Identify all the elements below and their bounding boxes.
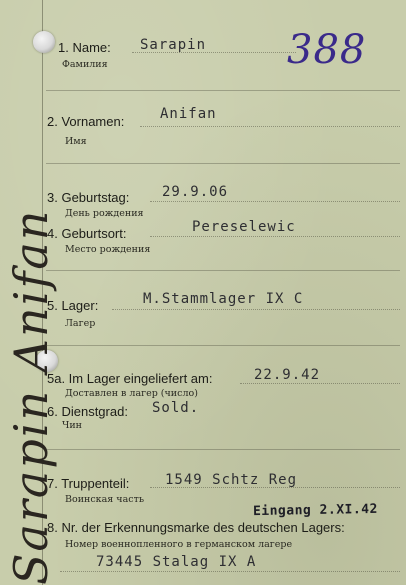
eingeliefert-sub: Доставлен в лагер (число)	[65, 388, 198, 399]
erkennungsmarke-label: 8. Nr. der Erkennungsmarke des deutschen Lagers:	[47, 520, 345, 535]
geburtsort-sub: Место рождения	[65, 244, 151, 255]
truppenteil-rule	[150, 487, 400, 488]
geburtstag-rule	[150, 201, 400, 202]
dienstgrad-label: 6. Dienstgrad:	[47, 404, 128, 419]
eingeliefert-rule	[240, 383, 400, 384]
vorname-value: Anifan	[160, 106, 217, 122]
card-number: 388	[287, 27, 367, 73]
geburtsort-label: 4. Geburtsort:	[47, 226, 127, 241]
dienstgrad-sub: Чин	[62, 420, 83, 431]
truppenteil-label: 7. Truppenteil:	[47, 476, 130, 491]
geburtstag-value: 29.9.06	[162, 184, 229, 200]
divider-4	[46, 345, 400, 346]
lager-value: M.Stammlager IX C	[143, 291, 304, 307]
name-rule	[132, 52, 296, 53]
divider-3	[46, 270, 400, 271]
vorname-rule	[140, 126, 400, 127]
erkennungsmarke-rule	[60, 571, 400, 572]
divider-5	[46, 449, 400, 450]
name-sub: Фамилия	[62, 59, 108, 70]
lager-label: 5. Lager:	[47, 298, 99, 313]
geburtsort-rule	[150, 236, 400, 237]
eingeliefert-label: 5a. Im Lager eingeliefert am:	[47, 371, 213, 386]
eingeliefert-value: 22.9.42	[254, 367, 321, 383]
vertical-handwritten-name: Sarapin Anifan	[4, 208, 58, 585]
erkennungsmarke-value: 73445 Stalag IX A	[96, 554, 257, 570]
truppenteil-value: 1549 Schtz Reg	[165, 472, 298, 488]
eingang-stamp: Eingang 2.XI.42	[252, 501, 379, 520]
divider-2	[46, 163, 400, 164]
name-label: 1. Name:	[58, 40, 111, 55]
lager-rule	[112, 309, 400, 310]
truppenteil-sub: Воинская часть	[65, 494, 144, 505]
geburtsort-value: Pereselewic	[192, 219, 296, 235]
erkennungsmarke-sub: Номер военнопленного в германском лагере	[65, 539, 293, 550]
lager-sub: Лагер	[65, 318, 96, 329]
geburtstag-label: 3. Geburtstag:	[47, 190, 130, 205]
dienstgrad-value: Sold.	[152, 400, 200, 416]
name-value: Sarapin	[140, 37, 207, 53]
vorname-label: 2. Vornamen:	[47, 114, 125, 129]
geburtstag-sub: День рождения	[65, 208, 144, 219]
divider-1	[46, 90, 400, 91]
vorname-sub: Имя	[65, 136, 87, 147]
